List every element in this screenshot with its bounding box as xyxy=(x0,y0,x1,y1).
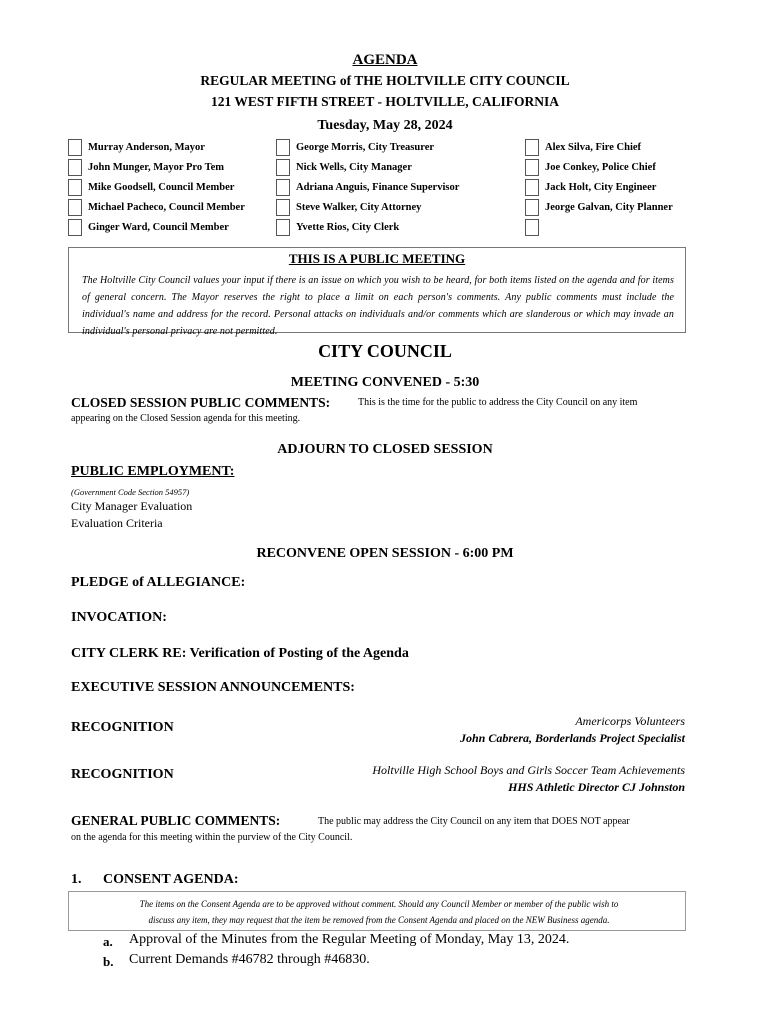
roster-row xyxy=(68,198,688,218)
attendance-checkbox[interactable] xyxy=(68,219,82,236)
attendance-checkbox[interactable] xyxy=(68,179,82,196)
recognition-americorps: Americorps Volunteers xyxy=(575,714,685,728)
consent-agenda-number: 1. xyxy=(71,872,82,887)
consent-item-letter: a. xyxy=(103,934,113,949)
closed-session-comments-text-cont: appearing on the Closed Session agenda for this meeting. xyxy=(71,413,301,424)
meeting-convened: MEETING CONVENED - 5:30 xyxy=(290,375,480,390)
general-public-comments-text-cont: on the agenda for this meeting within the purview of the City Council. xyxy=(71,832,353,843)
consent-agenda-note xyxy=(68,891,686,931)
attendance-checkbox[interactable] xyxy=(525,199,539,216)
public-employment-heading: PUBLIC EMPLOYMENT: xyxy=(71,464,235,479)
recognition-soccer-team: Holtville High School Boys and Girls Soccer Team Achievements xyxy=(372,763,685,777)
public-meeting-title: THIS IS A PUBLIC MEETING xyxy=(288,251,466,266)
roster-name: Ginger Ward, Council Member xyxy=(88,221,229,233)
roster-name: Nick Wells, City Manager xyxy=(296,161,412,173)
roster-name: Yvette Rios, City Clerk xyxy=(296,221,400,233)
roster-name: Joe Conkey, Police Chief xyxy=(545,161,656,173)
city-clerk-verification: CITY CLERK RE: Verification of Posting of the Agenda xyxy=(71,646,409,661)
consent-item-letter: b. xyxy=(103,954,114,969)
recognition-label: RECOGNITION xyxy=(71,720,174,735)
attendance-checkbox[interactable] xyxy=(525,159,539,176)
general-public-comments-text: The public may address the City Council on any item that DOES NOT appear xyxy=(318,816,630,827)
invocation: INVOCATION: xyxy=(71,610,167,625)
roster-name: Murray Anderson, Mayor xyxy=(88,141,205,153)
attendance-checkbox[interactable] xyxy=(276,219,290,236)
attendance-checkbox[interactable] xyxy=(276,139,290,156)
roster-name: Alex Silva, Fire Chief xyxy=(545,141,642,153)
pledge-of-allegiance: PLEDGE of ALLEGIANCE: xyxy=(71,575,246,590)
government-code-section: (Government Code Section 54957) xyxy=(71,487,190,497)
roster-name: Jack Holt, City Engineer xyxy=(545,181,657,193)
attendance-checkbox[interactable] xyxy=(276,199,290,216)
roster-name: Steve Walker, City Attorney xyxy=(296,201,422,213)
roster-name: Adriana Anguis, Finance Supervisor xyxy=(296,181,460,193)
attendance-checkbox[interactable] xyxy=(525,219,539,236)
roster-name: John Munger, Mayor Pro Tem xyxy=(88,161,225,173)
agenda-title: AGENDA xyxy=(352,52,418,68)
adjourn-closed-session: ADJOURN TO CLOSED SESSION xyxy=(277,442,493,457)
pe-item-city-manager-evaluation: City Manager Evaluation xyxy=(71,499,193,513)
public-meeting-text: The Holtville City Council values your input if there is an issue on which you wish to be heard, for both items listed on the agenda and for items of general concern. The Mayor reserves the right to place a limit on each person's comments. Any public comments must include the individual's name and address for the record. Personal attacks on individuals and/or comments which are slanderous or which may invade an individual's personal privacy are not permitted. xyxy=(82,275,674,337)
recognition-athletic-director: HHS Athletic Director CJ Johnston xyxy=(508,780,685,794)
closed-session-comments-text: This is the time for the public to address the City Council on any item xyxy=(358,397,638,408)
attendance-checkbox[interactable] xyxy=(68,139,82,156)
attendance-roster xyxy=(68,138,688,238)
roster-name: George Morris, City Treasurer xyxy=(296,141,435,153)
consent-agenda-note-text xyxy=(99,896,659,928)
pe-item-evaluation-criteria: Evaluation Criteria xyxy=(71,516,163,530)
roster-name: Mike Goodsell, Council Member xyxy=(88,181,235,193)
roster-name: Michael Pacheco, Council Member xyxy=(88,201,245,213)
attendance-checkbox[interactable] xyxy=(525,139,539,156)
executive-session-announcements: EXECUTIVE SESSION ANNOUNCEMENTS: xyxy=(71,680,355,695)
recognition-john-cabrera: John Cabrera, Borderlands Project Specialist xyxy=(459,731,685,745)
recognition-label: RECOGNITION xyxy=(71,767,174,782)
consent-note-line: The items on the Consent Agenda are to be approved without comment. Should any Council Member or member of the public wish to xyxy=(139,899,619,909)
roster-row xyxy=(68,158,688,178)
roster-row xyxy=(68,178,688,198)
general-public-comments-label: GENERAL PUBLIC COMMENTS: xyxy=(71,813,281,828)
roster-name: Jeorge Galvan, City Planner xyxy=(545,201,673,213)
roster-row xyxy=(68,138,688,158)
reconvene-open-session: RECONVENE OPEN SESSION - 6:00 PM xyxy=(256,546,514,561)
public-meeting-notice xyxy=(68,247,686,337)
attendance-checkbox[interactable] xyxy=(525,179,539,196)
meeting-address: 121 WEST FIFTH STREET - HOLTVILLE, CALIFORNIA xyxy=(211,94,559,109)
meeting-title: REGULAR MEETING of THE HOLTVILLE CITY COUNCIL xyxy=(200,73,570,88)
closed-session-comments-label: CLOSED SESSION PUBLIC COMMENTS: xyxy=(71,395,331,410)
attendance-checkbox[interactable] xyxy=(68,159,82,176)
city-council-heading: CITY COUNCIL xyxy=(318,341,452,361)
attendance-checkbox[interactable] xyxy=(68,199,82,216)
consent-note-line: discuss any item, they may request that the item be removed from the Consent Agenda and placed on the NEW Business agenda. xyxy=(148,915,610,925)
roster-row xyxy=(68,218,688,238)
consent-agenda-heading: CONSENT AGENDA: xyxy=(103,872,239,887)
attendance-checkbox[interactable] xyxy=(276,159,290,176)
attendance-checkbox[interactable] xyxy=(276,179,290,196)
consent-item-demands: Current Demands #46782 through #46830. xyxy=(129,952,370,967)
consent-item-minutes: Approval of the Minutes from the Regular Meeting of Monday, May 13, 2024. xyxy=(129,932,570,947)
meeting-date: Tuesday, May 28, 2024 xyxy=(317,118,453,133)
